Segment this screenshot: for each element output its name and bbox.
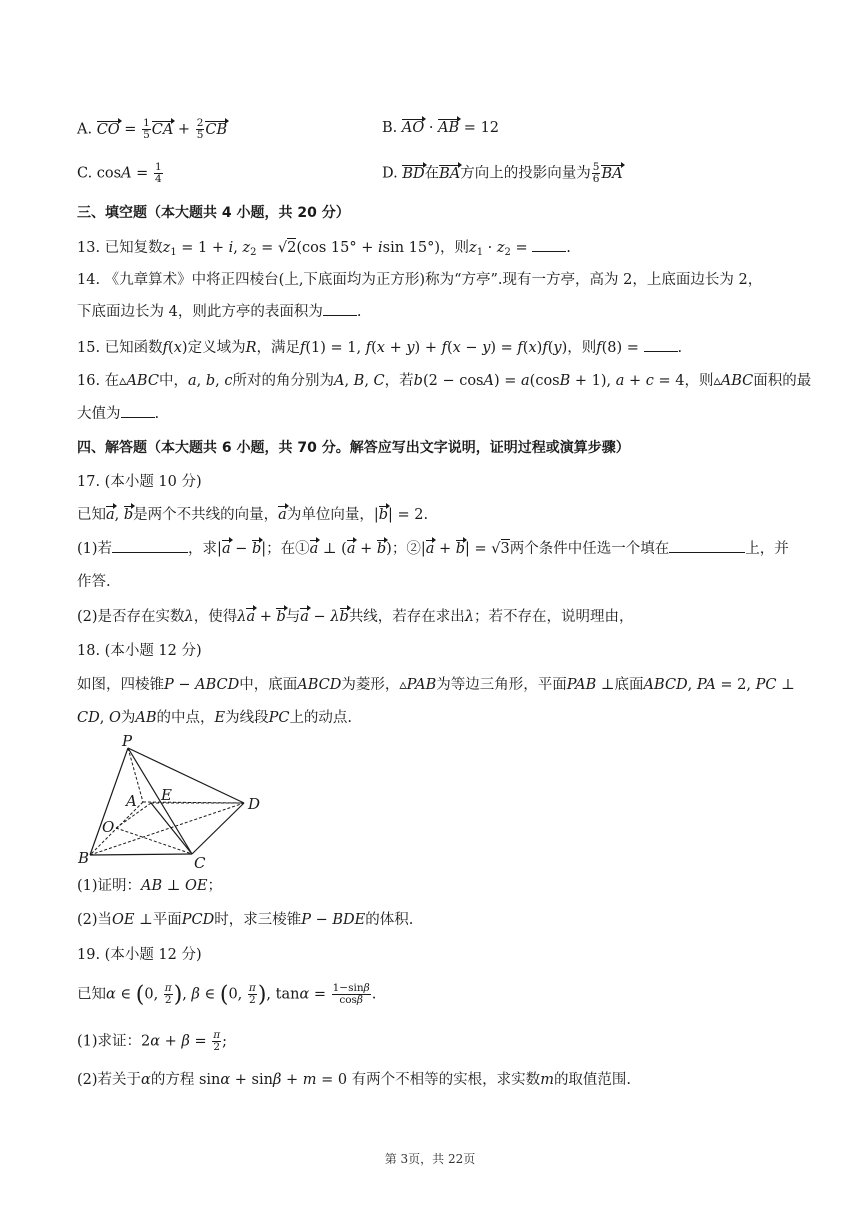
question-18-heading: 18. (本小题 12 分) xyxy=(77,643,202,659)
edge-cd xyxy=(192,803,244,854)
option-a: A. CO = $\frac{1}{5}$ CA + $\frac{2}{5}$ CB xyxy=(77,117,228,141)
question-18-line-1: 如图，四棱锥P − ABCD中，底面ABCD为菱形，▵PAB为等边三角形，平面PAB ⊥底面ABCD, PA = 2, PC ⊥ xyxy=(77,677,795,693)
section-4-heading: 四、解答题（本大题共 6 小题，共 70 分。解答应写出文字说明，证明过程或演算步骤） xyxy=(77,440,630,456)
question-19-line-1: 已知α ∈ (0, $\frac{\pi}{2}$ ), β ∈ (0, $\frac{\pi}{2}$ ), tanα = $\frac{1-\sin\beta}{\cos\beta}$ . xyxy=(77,982,377,1008)
question-17-part-1: (1)若 ，求|a − b|；在①a ⊥ (a + b)；②|a + b| = √3两个条件中任选一个填在 上，并 xyxy=(77,541,789,557)
question-17-line-1: 已知a, b是两个不共线的向量，a为单位向量，|b| = 2. xyxy=(77,507,429,523)
question-17-part-1-cont: 作答. xyxy=(77,574,111,590)
edge-bc xyxy=(90,854,192,855)
edge-pd xyxy=(128,748,244,803)
option-b: B. AO · AB = 12 xyxy=(382,120,500,136)
question-19-part-1: (1)求证：2α + β = $\frac{\pi}{2}$ ; xyxy=(77,1029,228,1053)
question-19-part-2: (2)若关于α的方程 sinα + sinβ + m = 0 有两个不相等的实根，求实数m的取值范围. xyxy=(77,1072,632,1088)
question-16-line-2: 大值为 . xyxy=(77,406,160,422)
question-17-heading: 17. (本小题 10 分) xyxy=(77,474,202,490)
question-14-line-2: 下底面边长为 4，则此方亭的表面积为 . xyxy=(77,304,362,320)
label-d: D xyxy=(248,795,261,813)
pyramid-figure xyxy=(70,728,270,868)
question-18-line-2: CD, O为AB的中点，E为线段PC上的动点. xyxy=(77,710,353,726)
option-d: D. BD在BA方向上的投影向量为 $\frac{5}{6}$ BA xyxy=(382,161,623,185)
question-16-line-1: 16. 在▵ABC中，a, b, c所对的角分别为A, B, C，若b(2 − cosA) = a(cosB + 1), a + c = 4，则▵ABC面积的最 xyxy=(77,373,812,389)
label-e: E xyxy=(161,786,172,804)
segment-e-c xyxy=(151,803,192,854)
label-b: B xyxy=(78,849,90,867)
label-o: O xyxy=(102,818,115,836)
question-18-part-1: (1)证明：AB ⊥ OE； xyxy=(77,878,223,894)
question-15: 15. 已知函数f(x)定义域为R，满足f(1) = 1, f(x + y) + f(x − y) = f(x)f(y)，则f(8) = . xyxy=(77,340,683,356)
question-14-line-1: 14. 《九章算术》中将正四棱台(上,下底面均为正方形)称为“方亭”.现有一方亭，高为 2，上底面边长为 2， xyxy=(77,272,763,288)
segment-oc xyxy=(116,828,192,854)
section-3-heading: 三、填空题（本大题共 4 小题，共 20 分） xyxy=(77,205,350,221)
question-13: 13. 已知复数$z_1 = 1 + i$, $z_2 = √2(\cos$ 15° + isin 15°)，则$z_1 \cdot z_2$ = . xyxy=(77,240,571,258)
question-17-part-2: (2)是否存在实数λ，使得λa + b与a − λb共线，若存在求出λ；若不存在，说明理由， xyxy=(77,609,634,625)
label-p: P xyxy=(122,732,133,750)
label-c: C xyxy=(194,854,206,868)
edge-pc xyxy=(128,748,192,854)
option-c: C. cosA = $\frac{1}{4}$ xyxy=(77,161,162,185)
edge-pb xyxy=(90,748,128,855)
question-18-part-2: (2)当OE ⊥平面PCD时，求三棱锥P − BDE的体积. xyxy=(77,912,414,928)
page-footer: 第 3页，共 22页 xyxy=(384,1152,476,1166)
label-a: A xyxy=(126,792,137,810)
question-19-heading: 19. (本小题 12 分) xyxy=(77,947,202,963)
